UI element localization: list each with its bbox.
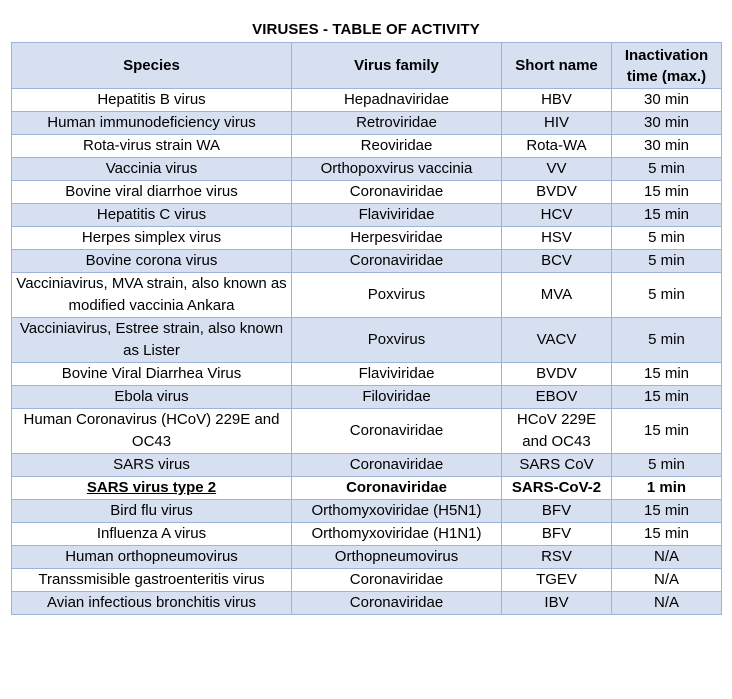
short-name-cell <box>502 592 612 615</box>
inactivation-time-cell <box>612 181 722 204</box>
species-cell-text: Bovine viral diarrhoe virus <box>65 183 238 200</box>
species-cell <box>12 158 292 181</box>
species-cell <box>12 250 292 273</box>
short-name-cell <box>502 158 612 181</box>
family-cell-text: Coronaviridae <box>346 479 447 496</box>
species-cell <box>12 204 292 227</box>
table-row <box>12 592 722 615</box>
species-cell <box>12 454 292 477</box>
short-name-cell <box>502 500 612 523</box>
short-name-cell <box>502 89 612 112</box>
family-cell-text: Herpesviridae <box>350 229 443 246</box>
inactivation-time-cell <box>612 273 722 318</box>
table-row <box>12 250 722 273</box>
species-cell-text: Vacciniavirus, Estree strain, also known as Lister <box>19 320 284 359</box>
inactivation-time-cell <box>612 250 722 273</box>
species-cell-text: Bird flu virus <box>110 502 193 519</box>
inactivation-time-cell <box>612 158 722 181</box>
species-cell-text: Human Coronavirus (HCoV) 229E and OC43 <box>23 411 280 450</box>
species-cell-text: Ebola virus <box>114 388 189 405</box>
inactivation-time-cell-text: 5 min <box>648 229 685 246</box>
short-name-cell-text: HCoV 229E and OC43 <box>516 411 597 450</box>
inactivation-time-cell-text: 5 min <box>648 160 685 177</box>
table-row <box>12 454 722 477</box>
family-cell <box>292 135 502 158</box>
virus-activity-table <box>11 42 722 615</box>
table-body <box>12 89 722 615</box>
family-cell-text: Reoviridae <box>360 137 433 154</box>
family-cell-text: Coronaviridae <box>349 571 444 588</box>
species-cell <box>12 181 292 204</box>
inactivation-time-cell <box>612 546 722 569</box>
inactivation-time-cell <box>612 569 722 592</box>
family-cell <box>292 454 502 477</box>
inactivation-time-cell <box>612 89 722 112</box>
inactivation-time-cell-text: N/A <box>653 571 679 588</box>
species-cell-text: Transsmisible gastroenteritis virus <box>38 571 265 588</box>
species-cell <box>12 273 292 318</box>
inactivation-time-cell-text: 15 min <box>643 422 690 439</box>
family-cell <box>292 227 502 250</box>
short-name-cell <box>502 112 612 135</box>
short-name-cell <box>502 409 612 454</box>
short-name-cell-text: HCV <box>540 206 573 223</box>
family-cell <box>292 318 502 363</box>
family-cell <box>292 250 502 273</box>
family-cell <box>292 500 502 523</box>
family-cell <box>292 523 502 546</box>
header-row <box>12 43 722 89</box>
table-row <box>12 158 722 181</box>
family-cell-text: Flaviviridae <box>358 206 435 223</box>
table-row <box>12 477 722 500</box>
inactivation-time-cell-text: 5 min <box>648 331 685 348</box>
table-row <box>12 500 722 523</box>
species-cell <box>12 112 292 135</box>
species-cell <box>12 89 292 112</box>
species-cell-text: SARS virus <box>113 456 190 473</box>
table-row <box>12 386 722 409</box>
short-name-cell <box>502 181 612 204</box>
inactivation-time-cell <box>612 500 722 523</box>
family-cell <box>292 89 502 112</box>
species-cell-text: Hepatitis C virus <box>96 206 207 223</box>
short-name-cell-text: VACV <box>536 331 577 348</box>
family-cell <box>292 409 502 454</box>
table-row <box>12 112 722 135</box>
species-cell-text: Vaccinia virus <box>105 160 198 177</box>
family-cell-text: Flaviviridae <box>358 365 435 382</box>
short-name-cell <box>502 546 612 569</box>
table-row <box>12 204 722 227</box>
family-cell <box>292 363 502 386</box>
inactivation-time-cell <box>612 135 722 158</box>
species-cell <box>12 477 292 500</box>
header-short-name: Short name <box>502 43 612 89</box>
inactivation-time-cell-text: 15 min <box>643 365 690 382</box>
short-name-cell-text: BVDV <box>536 365 577 382</box>
inactivation-time-cell <box>612 454 722 477</box>
short-name-cell <box>502 477 612 500</box>
short-name-cell-text: BVDV <box>536 183 577 200</box>
inactivation-time-cell-text: 15 min <box>643 525 690 542</box>
short-name-cell-text: SARS CoV <box>519 456 594 473</box>
short-name-cell <box>502 135 612 158</box>
inactivation-time-cell-text: 15 min <box>643 388 690 405</box>
table-title: VIRUSES - TABLE OF ACTIVITY <box>252 21 480 38</box>
species-cell <box>12 523 292 546</box>
short-name-cell <box>502 569 612 592</box>
family-cell <box>292 158 502 181</box>
species-cell <box>12 409 292 454</box>
table-row <box>12 181 722 204</box>
short-name-cell <box>502 273 612 318</box>
short-name-cell-text: Rota-WA <box>526 137 587 154</box>
family-cell-text: Coronaviridae <box>349 594 444 611</box>
species-cell <box>12 227 292 250</box>
family-cell-text: Poxvirus <box>367 286 426 303</box>
short-name-cell-text: EBOV <box>535 388 578 405</box>
species-cell-text: Human orthopneumovirus <box>65 548 238 565</box>
inactivation-time-cell-text: N/A <box>653 548 679 565</box>
family-cell-text: Hepadnaviridae <box>343 91 450 108</box>
family-cell <box>292 112 502 135</box>
short-name-cell-text: MVA <box>540 286 573 303</box>
family-cell-text: Orthopneumovirus <box>334 548 459 565</box>
inactivation-time-cell <box>612 112 722 135</box>
inactivation-time-cell <box>612 523 722 546</box>
inactivation-time-cell-text: 15 min <box>643 206 690 223</box>
header-species: Species <box>12 43 292 89</box>
species-cell-text: Human immunodeficiency virus <box>47 114 256 131</box>
inactivation-time-cell <box>612 318 722 363</box>
species-cell-text: Vacciniavirus, MVA strain, also known as modified vaccinia Ankara <box>16 275 287 314</box>
inactivation-time-cell <box>612 592 722 615</box>
short-name-cell <box>502 227 612 250</box>
family-cell-text: Orthomyxoviridae (H5N1) <box>311 502 482 519</box>
inactivation-time-cell <box>612 477 722 500</box>
inactivation-time-cell-text: 15 min <box>643 183 690 200</box>
family-cell <box>292 204 502 227</box>
family-cell-text: Coronaviridae <box>349 183 444 200</box>
table-row <box>12 227 722 250</box>
species-cell <box>12 546 292 569</box>
family-cell-text: Coronaviridae <box>349 252 444 269</box>
table-row <box>12 546 722 569</box>
inactivation-time-cell <box>612 409 722 454</box>
species-cell-text: Hepatitis B virus <box>97 91 206 108</box>
family-cell <box>292 273 502 318</box>
inactivation-time-cell-text: 15 min <box>643 502 690 519</box>
inactivation-time-cell-text: 30 min <box>643 114 690 131</box>
short-name-cell <box>502 318 612 363</box>
species-cell <box>12 318 292 363</box>
family-cell <box>292 386 502 409</box>
species-cell-text: Bovine Viral Diarrhea Virus <box>61 365 242 382</box>
header-virus-family: Virus family <box>292 43 502 89</box>
short-name-cell-text: BCV <box>541 252 572 269</box>
family-cell-text: Coronaviridae <box>349 422 444 439</box>
table-row <box>12 569 722 592</box>
short-name-cell <box>502 204 612 227</box>
inactivation-time-cell-text: 30 min <box>643 137 690 154</box>
short-name-cell <box>502 250 612 273</box>
species-cell <box>12 500 292 523</box>
inactivation-time-cell <box>612 204 722 227</box>
short-name-cell <box>502 454 612 477</box>
species-cell-text: SARS virus type 2 <box>86 479 217 496</box>
short-name-cell <box>502 523 612 546</box>
species-cell-text: Rota-virus strain WA <box>83 137 220 154</box>
species-cell-text: Influenza A virus <box>96 525 207 542</box>
inactivation-time-cell-text: 30 min <box>643 91 690 108</box>
short-name-cell <box>502 386 612 409</box>
short-name-cell-text: VV <box>546 160 567 177</box>
family-cell <box>292 569 502 592</box>
short-name-cell-text: RSV <box>541 548 572 565</box>
table-row <box>12 523 722 546</box>
short-name-cell-text: HBV <box>541 91 572 108</box>
species-cell-text: Herpes simplex virus <box>81 229 222 246</box>
family-cell-text: Orthomyxoviridae (H1N1) <box>311 525 482 542</box>
inactivation-time-cell-text: 5 min <box>648 286 685 303</box>
family-cell-text: Retroviridae <box>356 114 437 131</box>
inactivation-time-cell <box>612 386 722 409</box>
family-cell <box>292 477 502 500</box>
inactivation-time-cell-text: 5 min <box>648 456 685 473</box>
family-cell-text: Poxvirus <box>367 331 426 348</box>
header-inactivation-time: Inactivation time (max.) <box>612 43 722 89</box>
inactivation-time-cell <box>612 363 722 386</box>
species-cell <box>12 135 292 158</box>
table-row <box>12 363 722 386</box>
short-name-cell-text: SARS-CoV-2 <box>511 479 602 496</box>
short-name-cell-text: IBV <box>544 594 569 611</box>
table-row <box>12 89 722 112</box>
species-cell-text: Bovine corona virus <box>85 252 218 269</box>
family-cell <box>292 546 502 569</box>
species-cell <box>12 569 292 592</box>
family-cell-text: Coronaviridae <box>349 456 444 473</box>
family-cell <box>292 181 502 204</box>
family-cell-text: Orthopoxvirus vaccinia <box>320 160 473 177</box>
short-name-cell-text: HIV <box>543 114 569 131</box>
species-cell <box>12 592 292 615</box>
short-name-cell-text: BFV <box>541 525 572 542</box>
short-name-cell-text: BFV <box>541 502 572 519</box>
inactivation-time-cell <box>612 227 722 250</box>
short-name-cell <box>502 363 612 386</box>
table-row <box>12 273 722 318</box>
family-cell <box>292 592 502 615</box>
species-cell <box>12 363 292 386</box>
table-row <box>12 318 722 363</box>
species-cell <box>12 386 292 409</box>
family-cell-text: Filoviridae <box>362 388 431 405</box>
inactivation-time-cell-text: 5 min <box>648 252 685 269</box>
table-row <box>12 135 722 158</box>
short-name-cell-text: HSV <box>541 229 572 246</box>
inactivation-time-cell-text: N/A <box>653 594 679 611</box>
short-name-cell-text: TGEV <box>536 571 577 588</box>
inactivation-time-cell-text: 1 min <box>646 479 687 496</box>
table-row <box>12 409 722 454</box>
species-cell-text: Avian infectious bronchitis virus <box>47 594 256 611</box>
